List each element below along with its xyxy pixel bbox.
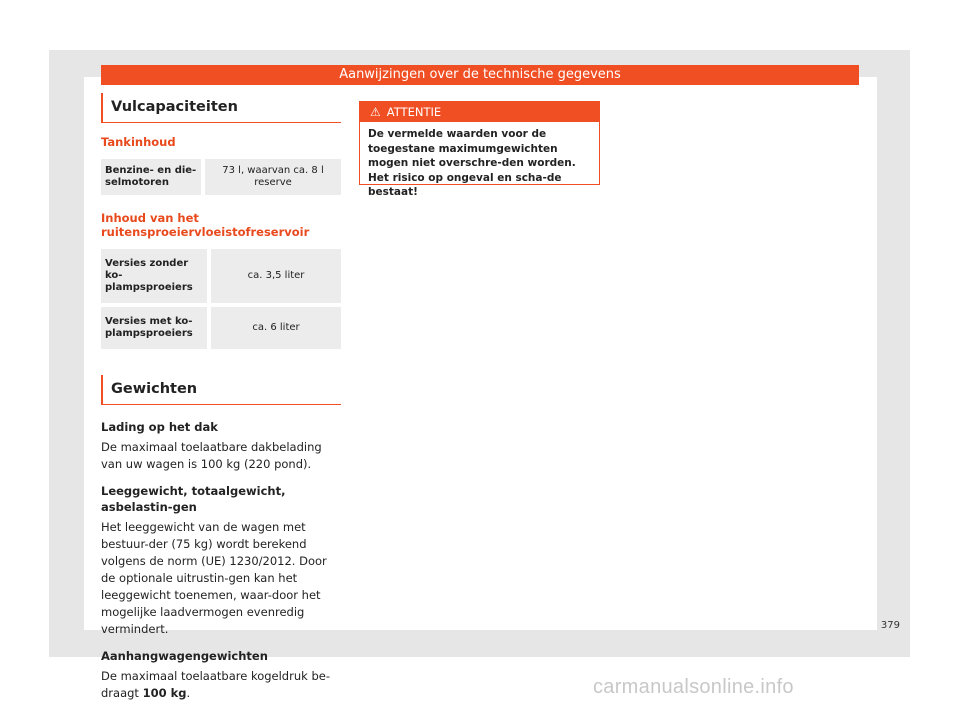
watermark: carmanualsonline.info bbox=[593, 676, 794, 698]
table-row bbox=[101, 307, 341, 349]
empty-weight-text: Het leeggewicht van de wagen met bestuur-der (75 kg) wordt berekend volgens de norm (UE) 1230/2012. Door de optionale uitrustin-gen kan het leeggewicht toenemen, waar-door het mogelijke laadvermogen evenredig vermindert. bbox=[101, 520, 327, 636]
table-row bbox=[101, 159, 341, 195]
table-row bbox=[101, 249, 341, 303]
table-cell-value: ca. 6 liter bbox=[207, 307, 341, 349]
warning-triangle-icon: ⚠ bbox=[370, 105, 381, 119]
page-header: Aanwijzingen over de technische gegevens bbox=[101, 65, 859, 85]
section-title-vulcapaciteiten: Vulcapaciteiten bbox=[101, 93, 341, 123]
section-title-gewichten: Gewichten bbox=[101, 375, 341, 405]
table-cell-key: Versies zonder ko- plampsproeiers bbox=[101, 249, 207, 303]
table-cell-value: ca. 3,5 liter bbox=[207, 249, 341, 303]
roof-load-text: De maximaal toelaatbare dakbelading van uw wagen is 100 kg (220 pond). bbox=[101, 440, 322, 471]
tank-table bbox=[101, 155, 341, 199]
page-number: 379 bbox=[880, 620, 900, 631]
trailer-text bbox=[101, 668, 341, 702]
table-cell-key: Benzine- en die- selmotoren bbox=[101, 159, 201, 195]
empty-weight-heading: Leeggewicht, totaalgewicht, asbelastin-gen bbox=[101, 484, 286, 514]
trailer-text-end: . bbox=[186, 686, 191, 700]
warning-label: ATTENTIE bbox=[386, 105, 442, 119]
washer-subtitle: Inhoud van het ruitensproeiervloeistofreservoir bbox=[101, 211, 310, 239]
warning-box bbox=[359, 101, 600, 198]
left-column bbox=[101, 93, 341, 702]
trailer-heading: Aanhangwagengewichten bbox=[101, 649, 268, 663]
warning-header bbox=[360, 102, 599, 122]
table-cell-value: 73 l, waarvan ca. 8 l reserve bbox=[201, 159, 341, 195]
roof-load-heading: Lading op het dak bbox=[101, 420, 218, 434]
trailer-value: 100 kg bbox=[142, 686, 187, 700]
tank-subtitle: Tankinhoud bbox=[101, 135, 176, 149]
washer-table bbox=[101, 245, 341, 353]
table-cell-key: Versies met ko- plampsproeiers bbox=[101, 307, 207, 349]
warning-text: De vermelde waarden voor de toegestane maximumgewichten mogen niet overschre-den worden. Het risico op ongeval en scha-de bestaat! bbox=[368, 128, 576, 198]
trailer-text-main: De maximaal toelaatbare kogeldruk be-draagt bbox=[101, 669, 330, 700]
